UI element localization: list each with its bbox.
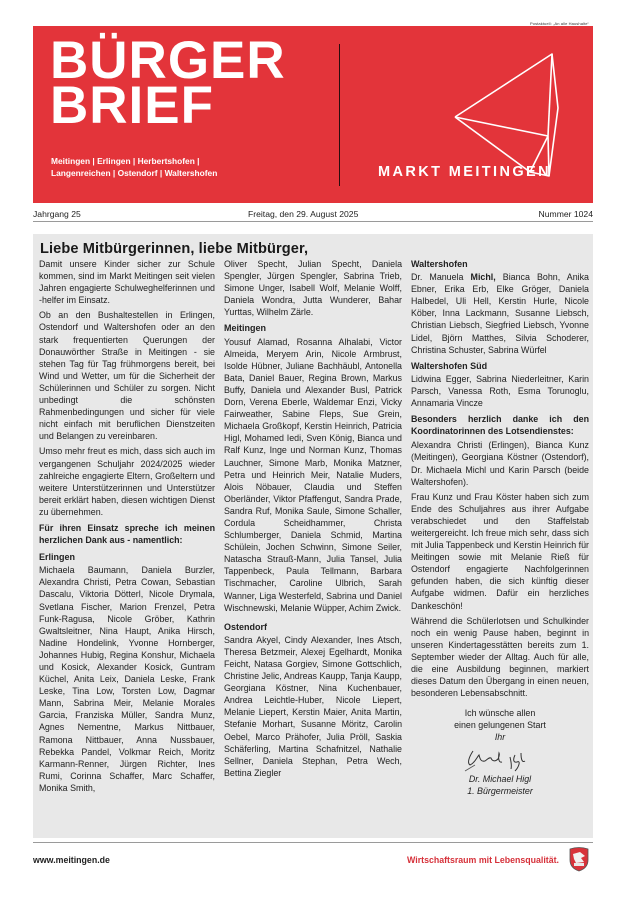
names-erlingen: Michaela Baumann, Daniela Burzler, Alexandra Christi, Petra Cowan, Sebastian Dascalu, Viktoria Dötterl, Nicole Drymala, Svetlana Fischer, Marion Frenzel, Petra Funk-Ragusa, Nicole Gröber, Kathrin Gwaltsleitner, Nina Haupt, Anika Hirsch, Nadine Hondelink, Yvonne Hornberger, Johannes Hubig, Regina Konshur, Michaela und Kosick, Alexander Kosick, Guntram Küchel, Anita Leix, Daniela Leske, Frank Leske, Tina Low, Torsten Low, Dagmar Mann, Sabrina Meir, Melanie Morales Garcia, Franziska Müller, Sandra Munz, Agnes Nementne, Markus Nittbauer, Ramona Nittbauer, Anna Nussbauer, Rebekka Pandel, Volkmar Reich, Moritz Karmann-Renner, Jürgen Richter, Ines Rumi, Corinna Schaffer, Marc Schaffer, Monika Smith, <box>39 565 215 793</box>
coat-of-arms-icon <box>568 846 590 872</box>
names-waltershofen: Dr. Manuela Michl, Bianca Bohn, Anika Ebner, Erika Erb, Elke Gröger, Daniela Halbedel, Uli Hell, Kerstin Hurle, Nicole Köber, Inna Lackmann, Susanne Liebsch, Christian Liebsch, Siegfried Liebsch, Yvonne Lidel, Björn Matthes, Silvia Schoderer, Christina Schuster, Sabrina Würfel <box>411 272 589 355</box>
signer-name: Dr. Michael Higl <box>468 774 532 785</box>
outro-paragraph-2: Während die Schülerlotsen und Schulkinder noch ein wenig Pause haben, beginnt in unseren Kindertagesstätten bereits zum 1. September wieder der Alltag. Auch für alle, die eine Ausbildung beginnen, markiert dieses Datum den Übergang in einen neuen, besonderen Lebensabschnitt. <box>411 615 589 699</box>
column-1 <box>39 258 215 797</box>
dateline-rule <box>33 221 593 222</box>
letter-headline: Liebe Mitbürgerinnen, liebe Mitbürger, <box>40 241 309 257</box>
outro-paragraph-1: Frau Kunz und Frau Köster haben sich zum Ende des Schuljahres aus ihrer Aufgabe verabschiedet und den Staffelstab weitergereicht. Ich freue mich sehr, dass sich mit Julia Tappenbeck und Kerstin Heinrich für Meitingen sowie mit Melanie Rieß für Ostendorf engagierte Nachfolgerinnen gefunden haben, die sich künftig dieser Aufgabe widmen. Dafür ein herzliches Dankeschön! <box>411 491 589 611</box>
names-ostendorf: Sandra Akyel, Cindy Alexander, Ines Atsch, Theresa Betzmeir, Alexej Egelhardt, Monika Feicht, Natasa Gorgiev, Simone Gottschlich, Christine Jelic, Andreas Kaupp, Tanja Kaupp, Georgiana Köstner, Nina Kuchenbauer, Andrea Leichtle-Huber, Nicole Liepert, Melanie Liepert, Kerstin Maier, Anita Martin, Stefanie Morhart, Susanne Möritz, Carolin Oebel, Marco Prähofer, Julia Pröll, Saskia Schäferling, Martina Schafnitzel, Nathalie Sellner, Daniela Stephan, Petra Wech, Bettina Ziegler <box>224 634 402 778</box>
section-heading-meitingen: Meitingen <box>224 323 266 334</box>
volume-label: Jahrgang 25 <box>33 209 81 219</box>
website-link[interactable]: www.meitingen.de <box>33 855 110 865</box>
coordinators-lead: Besonders herzlich danke ich den Koordinatorinnen des Lotsendienstes: <box>411 414 589 437</box>
section-heading-waltershofen-sued: Waltershofen Süd <box>411 360 488 371</box>
slogan: Wirtschaftsraum mit Lebensqualität. <box>407 855 559 865</box>
intro-paragraph-2: Ob an den Bushaltestellen in Erlingen, Ostendorf und Waltershofen oder an den stark frequentierten Querungen der Donauwörther Straße in Meitingen - sie stehen Tag für Tag frühmorgens bereit, bei Wind und Wetter, um für die Sicherheit der Schülerinnen und Schüler zu sorgen. Nicht unbedingt die schönsten Rahmenbedingungen und sicher für viele nicht einfach mit beruflichen Dienstzeiten und Belangen zu vereinbaren. <box>39 310 215 442</box>
places-line-1: Meitingen | Erlingen | Herbertshofen | <box>51 156 200 166</box>
section-heading-erlingen: Erlingen <box>39 552 76 563</box>
postal-note: Postaktuell: „An alle Haushalte“ <box>529 21 589 26</box>
places-line-2: Langenreichen | Ostendorf | Waltershofen <box>51 168 218 178</box>
coordinators-text: Alexandra Christi (Erlingen), Bianca Kunz (Meitingen), Georgiana Köstner (Ostendorf), Dr. Michaela Michl und Karin Parsch (beide Waltershofen). <box>411 440 589 487</box>
footer-rule <box>33 842 593 843</box>
title-line-1: BÜRGER <box>50 31 286 90</box>
intro-paragraph-1: Damit unsere Kinder sicher zur Schule kommen, sind im Markt Meitingen seit vielen Jahren engagierte Schulweghelferinnen und -helfer im Einsatz. <box>39 259 215 306</box>
banner-divider <box>339 44 340 186</box>
signer-title: 1. Bürgermeister <box>467 786 533 797</box>
signature-icon <box>455 743 545 773</box>
names-waltershofen-sued: Lidwina Egger, Sabrina Niederleitner, Karin Parsch, Vanessa Roth, Esma Torunoglu, Annamaria Vincze <box>411 373 589 409</box>
title-line-2: BRIEF <box>50 76 214 135</box>
thanks-lead: Für ihren Einsatz spreche ich meinen herzlichen Dank aus - namentlich: <box>39 522 215 546</box>
closing-line-1: Ich wünsche allen <box>464 708 536 719</box>
names-erlingen-continued: Oliver Specht, Julian Specht, Daniela Spengler, Jürgen Spengler, Sabrina Trieb, Simone Unger, Isabell Wolf, Melanie Wolff, Daniela Wondra, Jutta Wunderer, Bahar Yurttas, Wilhelm Zärle. <box>224 259 402 318</box>
closing-line-2: einen gelungenen Start <box>454 720 546 731</box>
column-3 <box>411 258 589 797</box>
letter-box <box>33 234 593 838</box>
issue-number: Nummer 1024 <box>538 209 593 219</box>
issue-date: Freitag, den 29. August 2025 <box>248 209 359 219</box>
column-2 <box>224 258 402 782</box>
closing-ihr: Ihr <box>494 732 506 743</box>
closing <box>411 707 589 797</box>
masthead-title <box>50 31 286 135</box>
section-heading-ostendorf: Ostendorf <box>224 621 268 632</box>
section-heading-waltershofen: Waltershofen <box>411 259 468 269</box>
masthead-banner <box>33 26 593 203</box>
market-name: MARKT MEITINGEN <box>378 164 551 180</box>
dateline <box>33 205 593 221</box>
intro-paragraph-3: Umso mehr freut es mich, dass sich auch im vergangenen Schuljahr 2024/2025 wieder zahlreiche engagierte Eltern, Großeltern und weitere Unterstützerinnen und Unterstützer bereit erklärt haben, diesen wichtigen Dienst zu übernehmen. <box>39 446 215 517</box>
names-meitingen: Yousuf Alamad, Rosanna Alhalabi, Victor Almeida, Meryem Arin, Nicole Armbrust, Isolde Hübner, Juliane Bachhäubl, Antonella Bata, Daniel Bauer, Regina Brown, Markus Buffy, Daniela und Alexander Busl, Patrick Dorn, Verena Eberle, Waldemar Enzi, Vicky Fairweather, Sabine Fleps, Sue Grein, Michaela Großkopf, Kerstin Heinrich, Patricia Higl, Mohamed Iedi, Sven König, Bianca und Ralf Kunz, Inge und Norman Kunz, Thomas Lauchner, Simone Marb, Monika Matzner, Petra und Heinrich Meir, Natalie Muders, Alois Nöbauer, Claudia und Steffen Oberländer, Viktor Pfaffengut, Sandra Prade, Sandra Ruf, Monika Saule, Simone Schaller, Cordula Scheidhammer, Christa Schlumberger, Daniela Schmid, Martina Schülein, Jochen Schwinn, Simone Seiler, Natascha Strauß-Mann, Julia Tansel, Julia Tappenbeck, Paula Tellmann, Barbara Tischmacher, Caroline Ulbrich, Sarah Wanner, Liga Westerfeld, Sabrina und Daniel Wischnewski, Melanie Wüpper, Achim Zwick. <box>224 336 402 613</box>
places-list <box>51 155 217 179</box>
